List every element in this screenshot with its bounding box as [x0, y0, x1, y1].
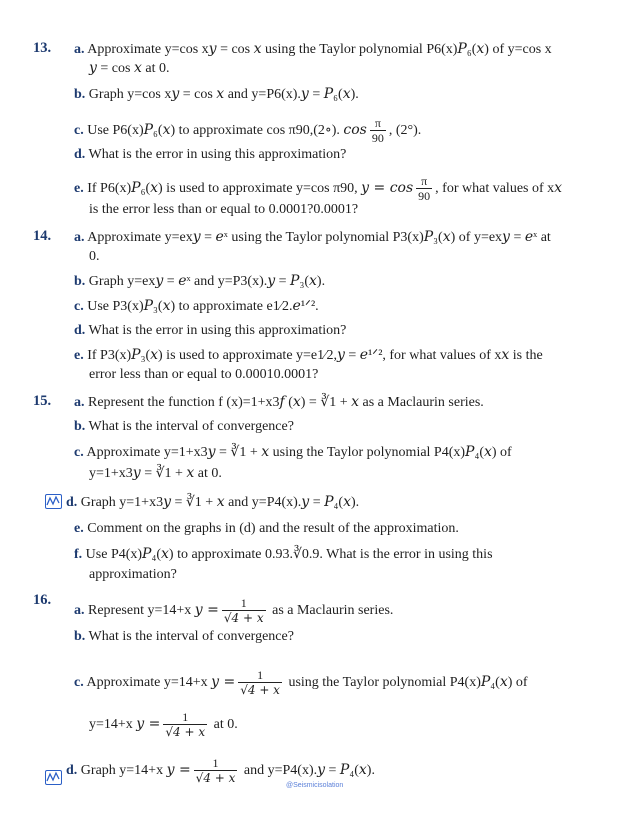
problem-15d-text: Graph y=1+x3𝑦 = ∛1 + 𝑥 and y=P4(x).𝑦 = 𝑃₄(𝑥).	[80, 495, 360, 510]
problem-13-number: 13.	[33, 40, 52, 56]
problem-16-number: 16.	[33, 592, 52, 608]
problem-13a	[74, 41, 552, 59]
problem-16a	[74, 588, 393, 633]
problem-13d	[74, 146, 346, 164]
problem-14e	[74, 347, 543, 365]
problem-15a-text: Represent the function f (x)=1+x3𝑓 (𝑥) = ∛1 + 𝑥 as a Maclaurin series.	[88, 395, 484, 410]
part-letter: c.	[74, 445, 84, 460]
problem-14b-text: Graph y=ex𝑦 = 𝑒ˣ and y=P3(x).𝑦 = 𝑃₃(𝑥).	[88, 274, 326, 289]
problem-13e-tail: , for what values of x𝑥	[435, 181, 563, 196]
problem-14d-text: What is the error in using this approximation?	[88, 323, 347, 338]
one-over-sqrt-fraction: $\frac{1}{\text{√4 + 𝑥}}$	[223, 595, 264, 625]
part-letter: d.	[74, 323, 86, 338]
problem-13e-math: 𝑦 = cos	[361, 180, 414, 196]
problem-13c-tail: , (2°).	[388, 123, 422, 138]
problem-13c-text: Use P6(x)𝑃₆(𝑥) to approximate cos π90,(2∘).	[87, 123, 340, 138]
problem-15-number: 15.	[33, 393, 52, 409]
problem-15c	[74, 444, 512, 462]
graphing-calculator-icon	[45, 770, 62, 785]
problem-16c-line2	[89, 702, 238, 747]
problem-14a-text: Approximate y=ex𝑦 = 𝑒ˣ using the Taylor polynomial P3(x)𝑃₃(𝑥) of y=ex𝑦 = 𝑒ˣ at	[87, 230, 551, 245]
part-letter: d.	[66, 763, 78, 778]
problem-13e-text: If P6(x)𝑃₆(𝑥) is used to approximate y=cos π90,	[87, 181, 358, 196]
problem-16b-text: What is the interval of convergence?	[88, 629, 294, 644]
part-letter: b.	[74, 419, 86, 434]
cos-label: cos	[343, 122, 367, 138]
problem-16c-line2-tail: at 0.	[213, 717, 238, 732]
problem-16a-tail: as a Maclaurin series.	[272, 603, 394, 618]
part-letter: d.	[74, 147, 86, 162]
y-equals: 𝑦 =	[211, 674, 236, 690]
y-equals: 𝑦 =	[166, 762, 191, 778]
part-letter: e.	[74, 521, 84, 536]
part-letter: c.	[74, 675, 84, 690]
part-letter: b.	[74, 629, 86, 644]
problem-16c	[74, 660, 528, 705]
problem-13e-line2: is the error less than or equal to 0.0001?0.0001?	[89, 202, 359, 217]
problem-14a-line2: 0.	[89, 249, 100, 264]
problem-14d	[74, 322, 346, 340]
part-letter: a.	[74, 603, 85, 618]
part-letter: b.	[74, 87, 86, 102]
problem-13d-text: What is the error in using this approximation?	[88, 147, 347, 162]
problem-16a-text: Represent y=14+x	[88, 603, 192, 618]
problem-15f-text: Use P4(x)𝑃₄(𝑥) to approximate 0.93.∛0.9. What is the error in using this	[85, 547, 493, 562]
pi-over-90-fraction: $\frac{\pi}{90}$	[371, 115, 384, 145]
one-over-sqrt-fraction: $\frac{1}{\text{√4 + 𝑥}}$	[240, 667, 280, 697]
y-equals: 𝑦 =	[194, 602, 219, 618]
problem-13b	[74, 86, 359, 104]
part-letter: c.	[74, 299, 84, 314]
part-letter: a.	[74, 42, 85, 57]
part-letter: a.	[74, 230, 85, 245]
problem-15c-text: Approximate y=1+x3𝑦 = ∛1 + 𝑥 using the Taylor polynomial P4(x)𝑃₄(𝑥) of	[86, 445, 512, 460]
part-letter: a.	[74, 395, 85, 410]
problem-15f	[74, 546, 493, 564]
watermark: @Seismicisolation	[286, 782, 344, 789]
pi-over-90-fraction: $\frac{\pi}{90}$	[418, 173, 431, 203]
problem-14c	[74, 298, 319, 316]
problem-15e-text: Comment on the graphs in (d) and the result of the approximation.	[87, 521, 459, 536]
y-equals: 𝑦 =	[136, 716, 161, 732]
problem-13c	[74, 112, 421, 149]
problem-14e-text: If P3(x)𝑃₃(𝑥) is used to approximate y=e1⁄2,𝑦 = 𝑒¹ᐟ², for what values of x𝑥 is the	[87, 348, 543, 363]
problem-15d	[66, 494, 359, 512]
part-letter: c.	[74, 123, 84, 138]
problem-15c-line2: y=1+x3𝑦 = ∛1 + 𝑥 at 0.	[89, 466, 222, 481]
problem-16c-tail: using the Taylor polynomial P4(x)𝑃₄(𝑥) of	[288, 675, 528, 690]
problem-16d-text: Graph y=14+x	[80, 763, 164, 778]
part-letter: e.	[74, 348, 84, 363]
problem-14a	[74, 229, 551, 247]
problem-14-number: 14.	[33, 228, 52, 244]
problem-16c-line2-text: y=14+x	[89, 717, 133, 732]
problem-15a	[74, 394, 484, 412]
problem-15b	[74, 418, 294, 436]
part-letter: b.	[74, 274, 86, 289]
part-letter: d.	[66, 495, 78, 510]
problem-16c-text: Approximate y=14+x	[86, 675, 208, 690]
problem-13a-text: Approximate y=cos x𝑦 = cos 𝑥 using the Taylor polynomial P6(x)𝑃₆(𝑥) of y=cos x	[87, 42, 552, 57]
problem-16d-tail: and y=P4(x).𝑦 = 𝑃₄(𝑥).	[243, 763, 375, 778]
problem-14b	[74, 273, 325, 291]
part-letter: f.	[74, 547, 83, 562]
one-over-sqrt-fraction: $\frac{1}{\text{√4 + 𝑥}}$	[195, 755, 236, 785]
part-letter: e.	[74, 181, 84, 196]
problem-15b-text: What is the interval of convergence?	[88, 419, 294, 434]
one-over-sqrt-fraction: $\frac{1}{\text{√4 + 𝑥}}$	[165, 709, 206, 739]
problem-15f-line2: approximation?	[89, 567, 177, 582]
problem-16b	[74, 628, 294, 646]
problem-15e	[74, 520, 459, 538]
problem-13b-text: Graph y=cos x𝑦 = cos 𝑥 and y=P6(x).𝑦 = 𝑃₆(𝑥).	[88, 87, 359, 102]
problem-14c-text: Use P3(x)𝑃₃(𝑥) to approximate e1⁄2.𝑒¹ᐟ².	[87, 299, 319, 314]
problem-14e-line2: error less than or equal to 0.00010.0001?	[89, 367, 319, 382]
graphing-calculator-icon	[45, 494, 62, 509]
problem-13a-line2: 𝑦 = cos 𝑥 at 0.	[89, 61, 170, 76]
